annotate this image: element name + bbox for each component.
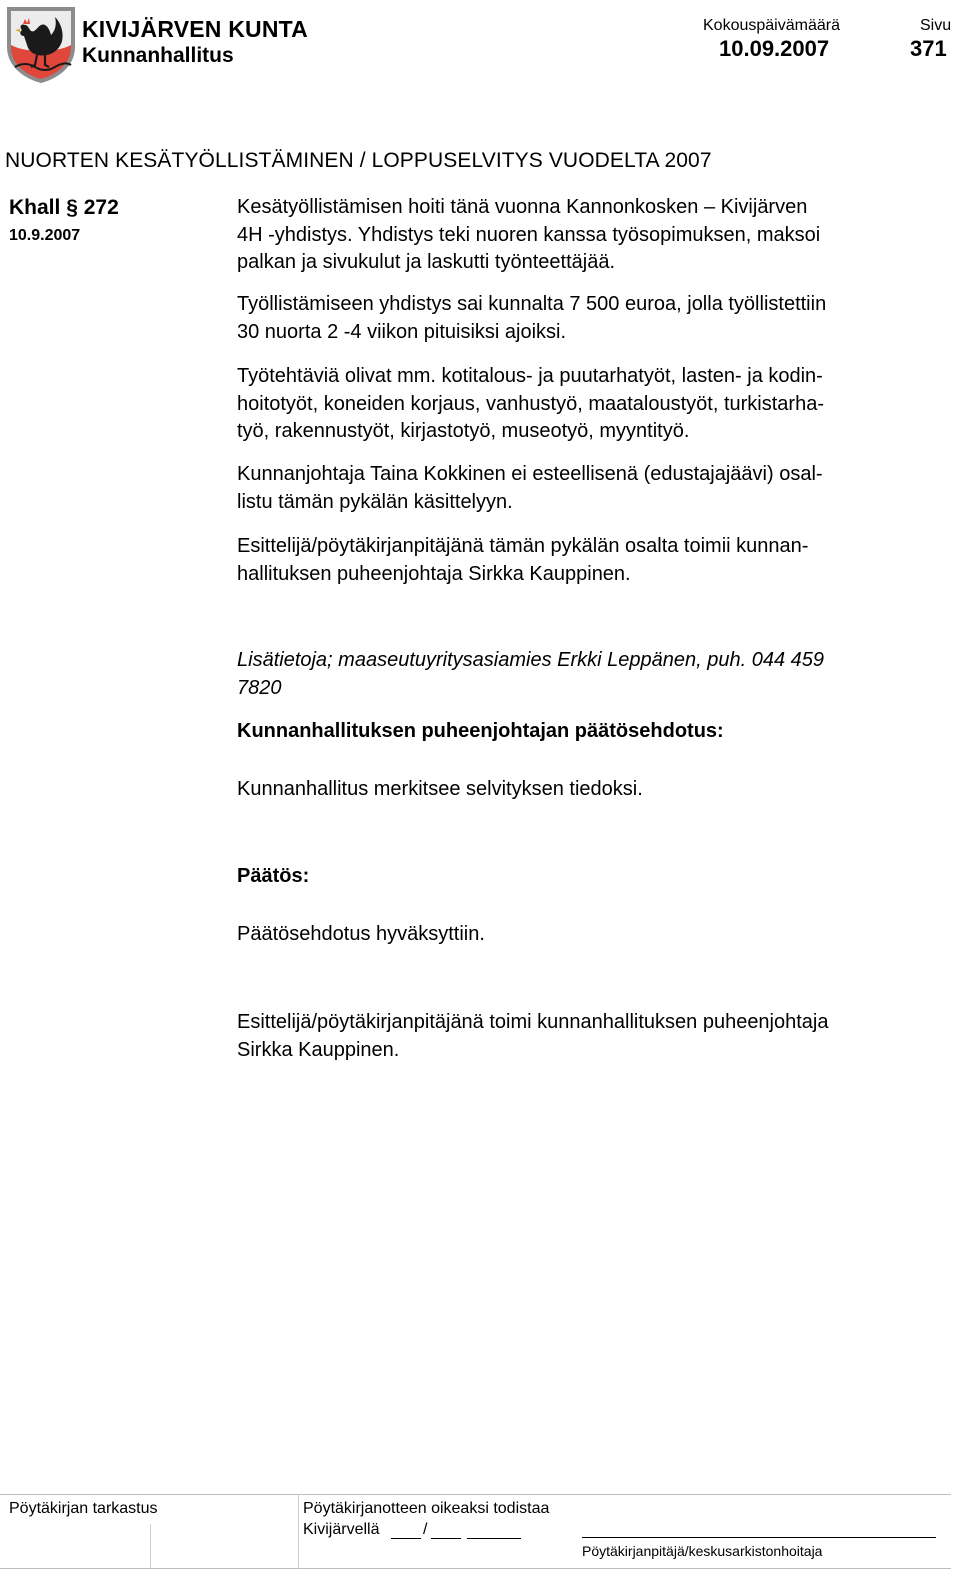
year-blank bbox=[467, 1538, 521, 1539]
review-label: Pöytäkirjan tarkastus bbox=[9, 1500, 158, 1517]
paragraph-prefix: Khall bbox=[9, 196, 61, 219]
section-title: NUORTEN KESÄTYÖLLISTÄMINEN / LOPPUSELVITYS VUODELTA 2007 bbox=[5, 149, 712, 172]
body-line: Esittelijä/pöytäkirjanpitäjänä tämän pykälän osalta toimii kunnan- bbox=[237, 535, 809, 557]
info-line: 7820 bbox=[237, 676, 282, 699]
body-line: 4H -yhdistys. Yhdistys teki nuoren kanssa työsopimuksen, maksoi bbox=[237, 223, 821, 246]
meeting-date-label: Kokouspäivämäärä bbox=[703, 17, 840, 34]
paragraph-funding bbox=[237, 291, 945, 346]
proposal-text: Kunnanhallitus merkitsee selvityksen tiedoksi. bbox=[237, 778, 643, 800]
paragraph-presenter bbox=[237, 533, 945, 588]
closing-statement bbox=[237, 1009, 945, 1064]
body-line: hoitotyöt, koneiden korjaus, vanhustyö, maataloustyöt, turkistarha- bbox=[237, 392, 824, 415]
certify-label: Pöytäkirjanotteen oikeaksi todistaa bbox=[303, 1500, 550, 1517]
body-line: 30 nuorta 2 -4 viikon pituisiksi ajoiksi. bbox=[237, 320, 567, 343]
decision-text: Päätösehdotus hyväksyttiin. bbox=[237, 923, 485, 945]
body-line: Kesätyöllistämisen hoiti tänä vuonna Kannonkosken – Kivijärven bbox=[237, 196, 808, 218]
body-line: Työtehtäviä olivat mm. kotitalous- ja puutarhatyöt, lasten- ja kodin- bbox=[237, 365, 823, 387]
info-line: Lisätietoja; maaseutuyritysasiamies Erkki Leppänen, puh. 044 459 bbox=[237, 649, 825, 671]
body-line: hallituksen puheenjohtaja Sirkka Kauppinen. bbox=[237, 562, 631, 585]
municipality-name: KIVIJÄRVEN KUNTA bbox=[82, 16, 308, 42]
paragraph-date: 10.9.2007 bbox=[9, 227, 81, 244]
governing-body-name: Kunnanhallitus bbox=[82, 44, 234, 67]
paragraph-disqualification bbox=[237, 461, 945, 516]
body-line: työ, rakennustyöt, kirjastotyö, museotyö, myyntityö. bbox=[237, 420, 690, 442]
body-line: Kunnanjohtaja Taina Kokkinen ei esteellisenä (edustajajäävi) osal- bbox=[237, 463, 823, 485]
meeting-date: 10.09.2007 bbox=[719, 36, 830, 61]
month-blank bbox=[431, 1538, 461, 1539]
body-line: Työllistämiseen yhdistys sai kunnalta 7 500 euroa, jolla työllistettiin bbox=[237, 293, 827, 315]
body-line: palkan ja sivukulut ja laskutti työnteettäjää. bbox=[237, 251, 615, 273]
additional-info bbox=[237, 647, 945, 702]
paragraph-tasks bbox=[237, 363, 945, 446]
paragraph-reference bbox=[9, 196, 119, 220]
signature-line bbox=[582, 1537, 936, 1538]
coat-of-arms-logo bbox=[5, 5, 77, 85]
section-symbol: § bbox=[66, 196, 78, 219]
closing-line: Sirkka Kauppinen. bbox=[237, 1038, 400, 1061]
footer-divider bbox=[298, 1494, 299, 1569]
date-slash: / bbox=[423, 1521, 428, 1538]
decision-heading: Päätös: bbox=[237, 865, 310, 887]
page-number: 371 bbox=[910, 36, 947, 61]
paragraph-number: 272 bbox=[83, 196, 119, 219]
proposal-heading: Kunnanhallituksen puheenjohtajan päätösehdotus: bbox=[237, 720, 724, 742]
place-label: Kivijärvellä bbox=[303, 1521, 380, 1538]
body-line: listu tämän pykälän käsittelyyn. bbox=[237, 490, 513, 513]
footer-divider bbox=[150, 1524, 151, 1568]
closing-line: Esittelijä/pöytäkirjanpitäjänä toimi kunnanhallituksen puheenjohtaja bbox=[237, 1011, 829, 1033]
paragraph-intro bbox=[237, 194, 945, 277]
day-blank bbox=[391, 1538, 421, 1539]
signer-title: Pöytäkirjanpitäjä/keskusarkistonhoitaja bbox=[582, 1543, 823, 1559]
page-label: Sivu bbox=[920, 17, 952, 34]
